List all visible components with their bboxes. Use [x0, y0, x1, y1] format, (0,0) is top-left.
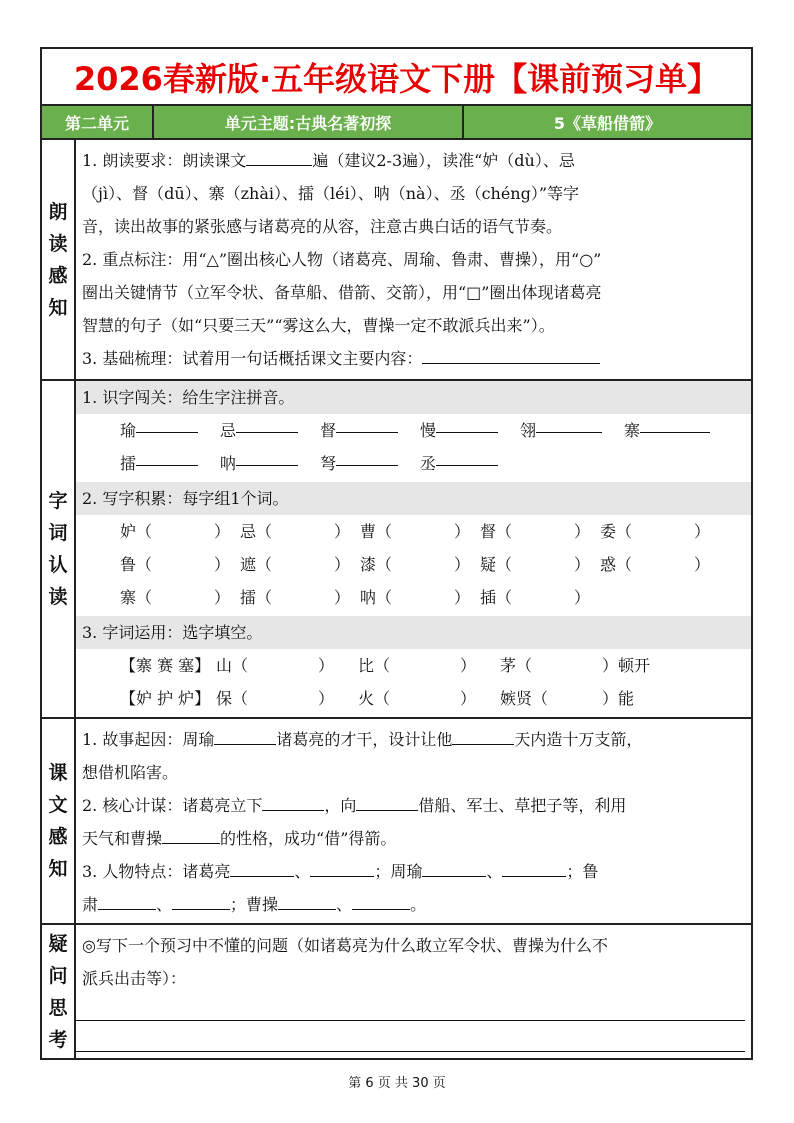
- writing-line[interactable]: [76, 1020, 745, 1021]
- section-label: 课 文 感 知: [42, 719, 76, 923]
- fill-blank[interactable]: [452, 726, 514, 745]
- section-body: [76, 381, 751, 717]
- fill-blank[interactable]: [262, 792, 324, 811]
- section-reading: [42, 140, 751, 381]
- fill-blank[interactable]: [236, 414, 298, 433]
- text-line: 2. 重点标注：用“△”圈出核心人物（诸葛亮、周瑜、鲁肃、曹操），用“○”: [82, 250, 602, 269]
- fill-blank[interactable]: [246, 147, 312, 166]
- text-line: （jì）、督（dū）、寨（zhài）、擂（léi）、呐（nà）、丞（chéng）”等字: [82, 184, 580, 203]
- fill-blank[interactable]: [536, 414, 602, 433]
- zuci-row: 寨 （ ） 擂 （ ） 呐 （ ） 插 （ ）: [120, 588, 591, 607]
- fill-blank[interactable]: [278, 891, 336, 910]
- section-label: 疑 问 思 考: [42, 925, 76, 1058]
- pinyin-row: 擂 呐 弩 丞: [82, 447, 745, 480]
- fill-blank[interactable]: [422, 858, 486, 877]
- text-line: 音，读出故事的紧张感与诸葛亮的从容，注意古典白话的语气节奏。: [82, 217, 563, 236]
- unit-label: 第二单元: [42, 106, 154, 138]
- fill-blank[interactable]: [136, 414, 198, 433]
- section-body: ◎写下一个预习中不懂的问题（如诸葛亮为什么敢立军令状、曹操为什么不 派兵出击等）：: [82, 936, 608, 988]
- unit-header-bar: [42, 106, 751, 140]
- zuci-row: 鲁 （ ） 遮 （ ） 漆 （ ） 疑 （ ） 惑 （ ）: [120, 555, 711, 574]
- page-title: 2026春新版·五年级语文下册【课前预习单】: [42, 49, 751, 106]
- fill-blank[interactable]: [214, 726, 276, 745]
- pinyin-row: 瑜 忌 督 慢 翎 寨: [82, 414, 745, 447]
- fill-blank[interactable]: [172, 891, 230, 910]
- fill-blank[interactable]: [98, 891, 156, 910]
- fill-blank[interactable]: [436, 447, 498, 466]
- fill-blank[interactable]: [640, 414, 710, 433]
- writing-line[interactable]: [76, 1051, 745, 1052]
- choice-row: 【妒 护 炉】 保（ ） 火（ ） 嫉贤（ ）能: [120, 689, 635, 708]
- choice-row: 【寨 赛 塞】 山（ ） 比（ ） 茅（ ）顿开: [120, 656, 651, 675]
- fill-blank[interactable]: [336, 414, 398, 433]
- question-heading: 1. 识字闯关：给生字注拼音。: [76, 381, 751, 414]
- lesson-title: 5《草船借箭》: [553, 113, 662, 133]
- fill-blank[interactable]: [136, 447, 198, 466]
- section-body: 1. 故事起因：周瑜 诸葛亮的才干，设计让他 天内造十万支箭， 想借机陷害。 2. 核心计谋：诸葛亮立下 ，向 借船、军士、草把子等，利用 天气和曹操 的性格，成功“借”得箭。 3. 人物特点：诸葛亮 、 ；周瑜 、 ；鲁 肃 、 ；曹操 、 。: [76, 719, 751, 923]
- fill-blank[interactable]: [336, 447, 398, 466]
- page-number: 第 6 页 共 30 页: [348, 1076, 446, 1091]
- text-line: 圈出关键情节（立军令状、备草船、借箭、交箭），用“□”圈出体现诸葛亮: [82, 283, 602, 302]
- fill-blank[interactable]: [162, 825, 220, 844]
- section-body: [76, 140, 751, 379]
- section-label: 字 词 认 读: [42, 381, 76, 717]
- fill-blank[interactable]: [352, 891, 410, 910]
- section-question: [42, 925, 751, 1058]
- section-words: [42, 381, 751, 719]
- fill-blank[interactable]: [230, 858, 294, 877]
- question-heading: 2. 写字积累：每字组1个词。: [76, 482, 751, 515]
- zuci-row: 妒 （ ） 忌 （ ） 曹 （ ） 督 （ ） 委 （ ）: [120, 522, 711, 541]
- fill-blank[interactable]: [436, 414, 498, 433]
- fill-blank[interactable]: [422, 345, 600, 364]
- text-line: 智慧的句子（如“只要三天”“雾这么大，曹操一定不敢派兵出来”）。: [82, 316, 555, 335]
- text-line: 3. 基础梳理：试着用一句话概括课文主要内容：: [82, 342, 745, 375]
- fill-blank[interactable]: [310, 858, 374, 877]
- question-heading: 3. 字词运用：选字填空。: [76, 616, 751, 649]
- section-text: [42, 719, 751, 925]
- worksheet: [40, 47, 753, 1060]
- text-line: 1. 朗读要求：朗读课文 遍（建议2-3遍），读准“妒（dù）、忌: [82, 144, 745, 177]
- fill-blank[interactable]: [356, 792, 418, 811]
- fill-blank[interactable]: [502, 858, 566, 877]
- unit-theme: 单元主题:古典名著初探: [154, 106, 464, 138]
- fill-blank[interactable]: [236, 447, 298, 466]
- section-label: 朗 读 感 知: [42, 140, 76, 379]
